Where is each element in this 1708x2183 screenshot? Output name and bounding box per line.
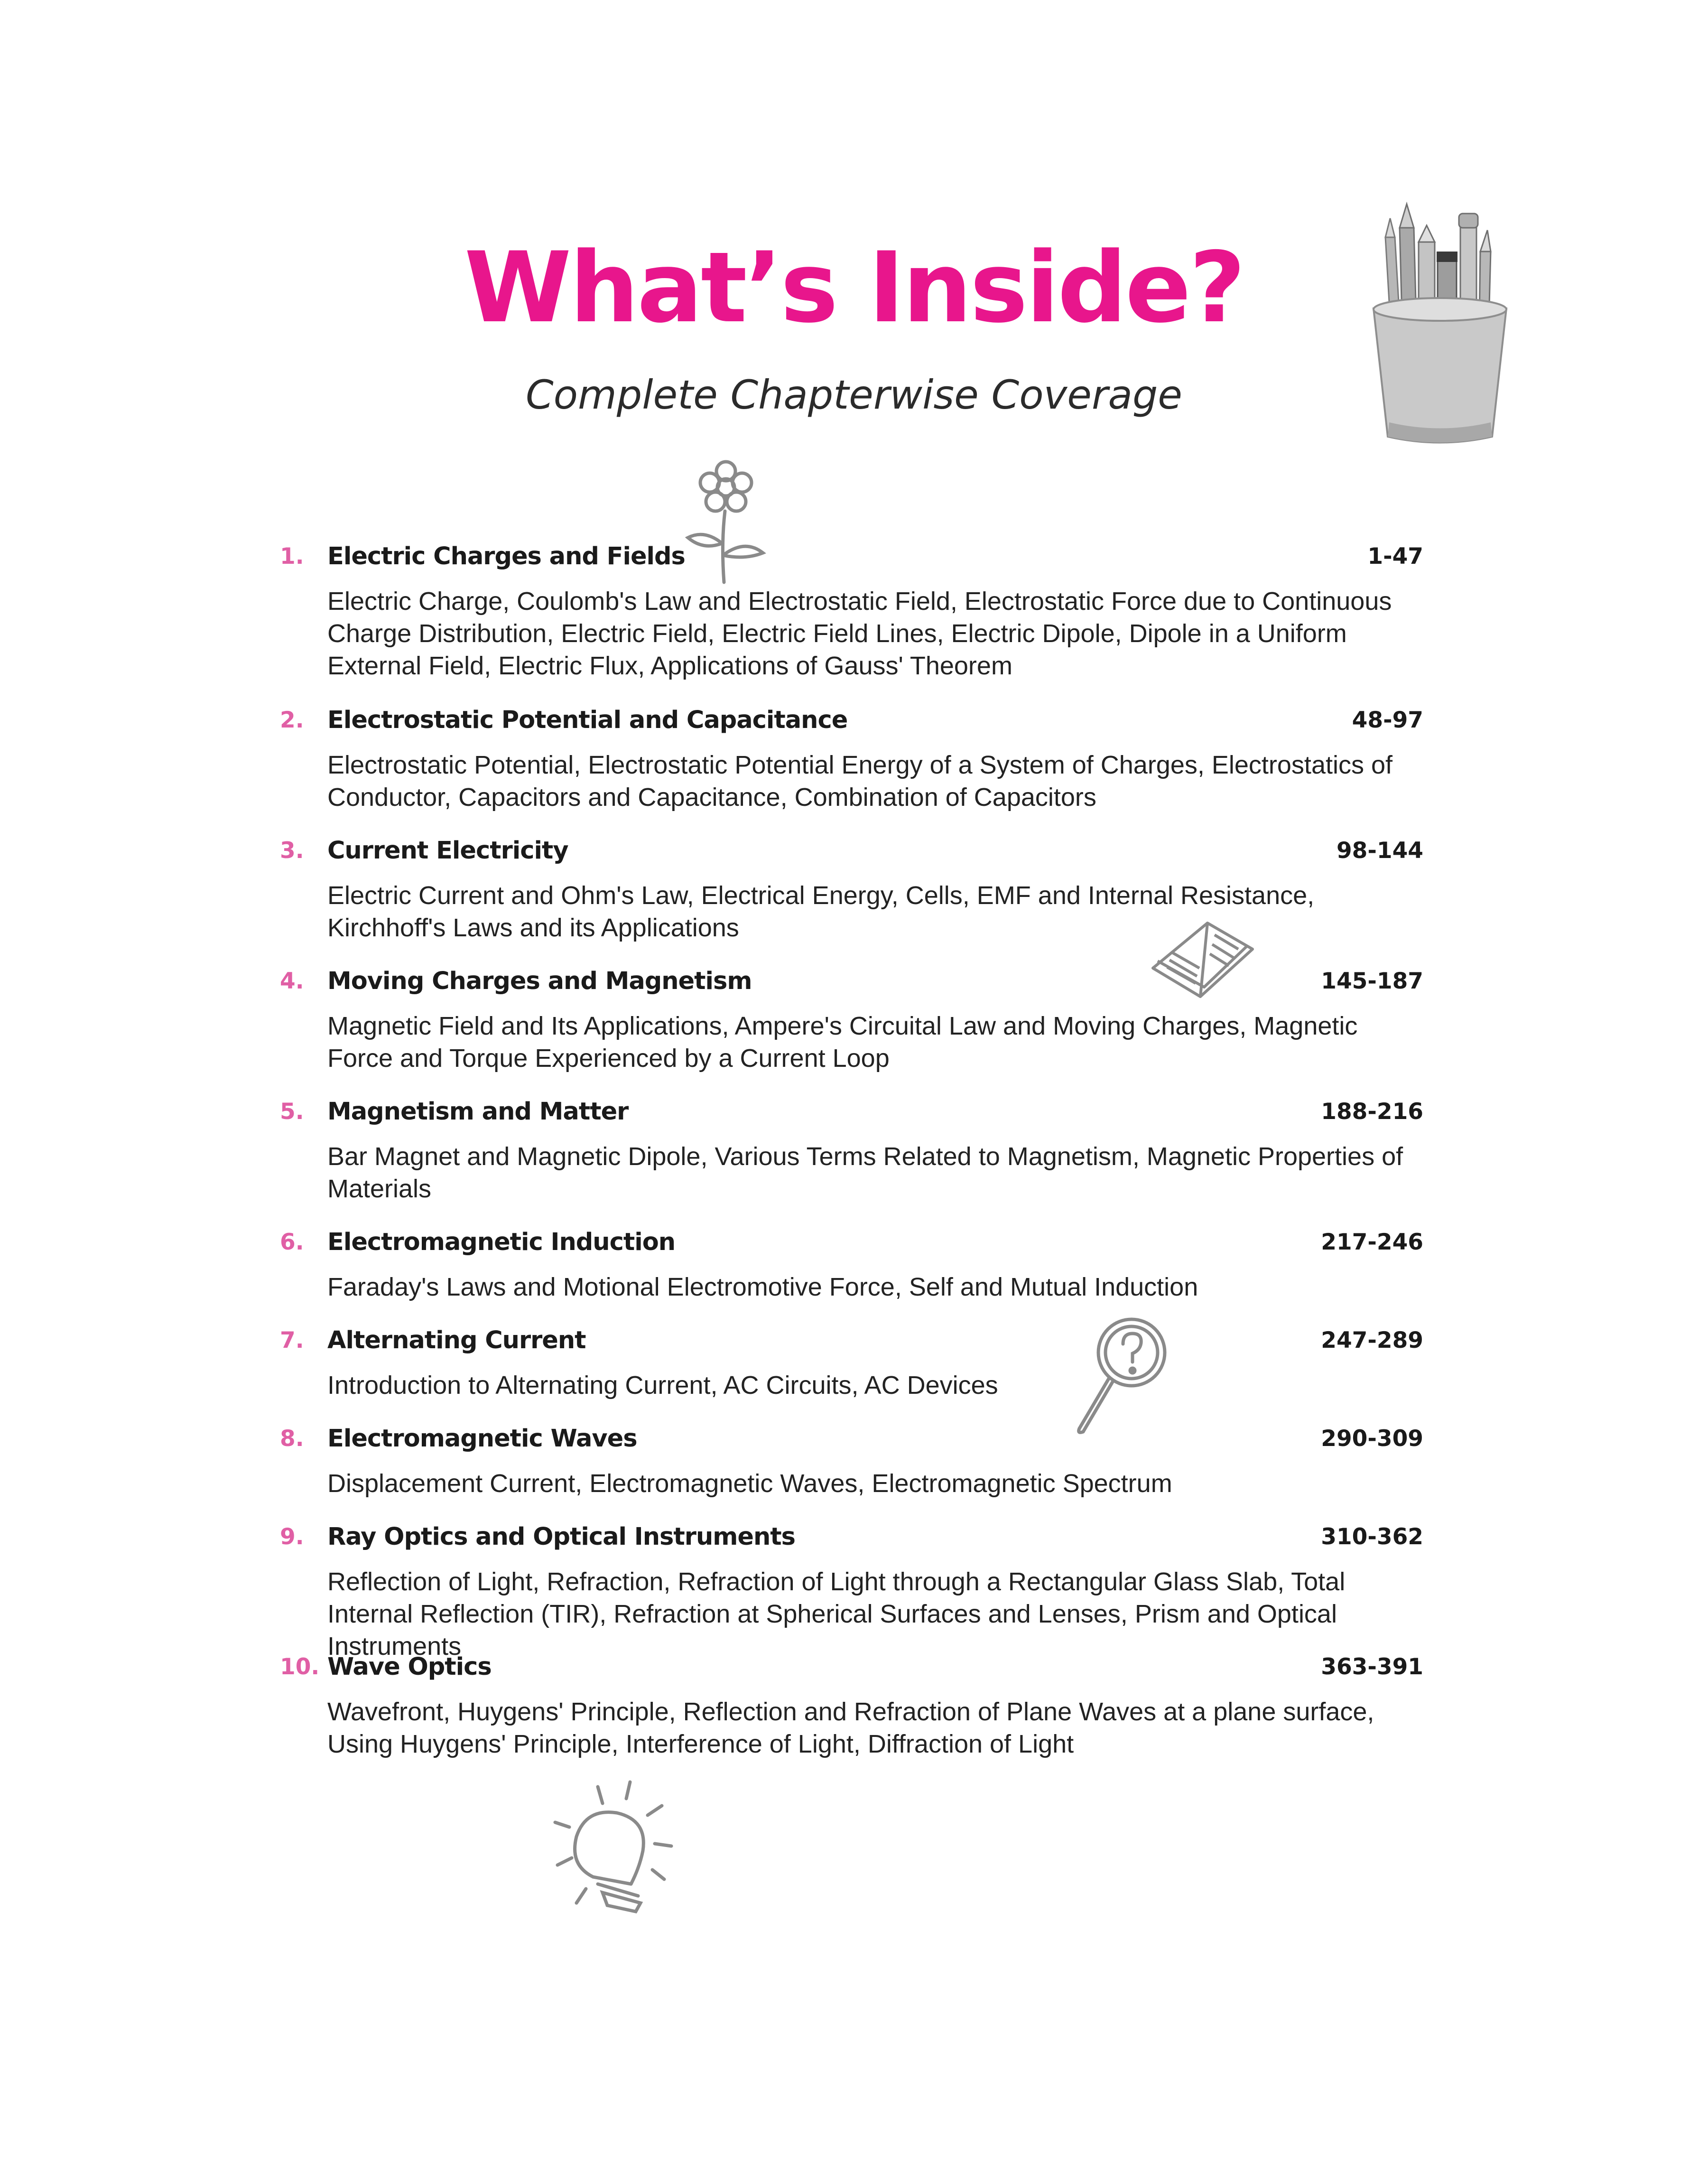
- chapter-page-range: 145-187: [1321, 968, 1423, 994]
- chapter-number: 2.: [280, 707, 304, 733]
- chapter-page-range: 1-47: [1367, 543, 1423, 569]
- chapter-topics: Faraday's Laws and Motional Electromotive Force, Self and Mutual Induction: [327, 1273, 1198, 1301]
- chapter-topics: Bar Magnet and Magnetic Dipole, Various Terms Related to Magnetism, Magnetic Properties of Materials: [327, 1142, 1403, 1203]
- chapter-number: 4.: [280, 968, 304, 994]
- chapter-number: 3.: [280, 838, 304, 864]
- chapter-page-range: 290-309: [1321, 1426, 1423, 1452]
- chapter-topics: Reflection of Light, Refraction, Refraction of Light through a Rectangular Glass Slab, Total Internal Reflection (TIR), Refraction at Spherical Surfaces and Lenses, Prism and Optical Instruments: [327, 1567, 1346, 1661]
- chapter-number: 8.: [280, 1426, 304, 1452]
- chapter-topics: Magnetic Field and Its Applications, Ampere's Circuital Law and Moving Charges, Magnetic Force and Torque Experienced by a Current Loop: [327, 1012, 1358, 1073]
- chapter-number: 1.: [280, 543, 304, 569]
- page-title: What’s Inside?: [464, 232, 1244, 345]
- chapter-number: 7.: [280, 1327, 304, 1353]
- chapter-title: Electromagnetic Induction: [327, 1228, 676, 1256]
- chapter-title: Alternating Current: [327, 1326, 586, 1354]
- chapter-title: Electromagnetic Waves: [327, 1425, 637, 1453]
- chapter-title: Current Electricity: [327, 837, 568, 865]
- chapter-topics: Electric Current and Ohm's Law, Electrical Energy, Cells, EMF and Internal Resistance, Kirchhoff's Laws and its Applications: [327, 881, 1315, 942]
- chapter-title: Magnetism and Matter: [327, 1098, 629, 1126]
- chapter-topics: Wavefront, Huygens' Principle, Reflection and Refraction of Plane Waves at a plane surface, Using Huygens' Principle, Interference of Light, Diffraction of Light: [327, 1698, 1374, 1758]
- chapter-page-range: 363-391: [1321, 1654, 1423, 1680]
- chapter-topics: Introduction to Alternating Current, AC Circuits, AC Devices: [327, 1371, 998, 1399]
- chapter-page-range: 188-216: [1321, 1099, 1423, 1125]
- chapter-title: Ray Optics and Optical Instruments: [327, 1523, 796, 1551]
- chapter-number: 5.: [280, 1099, 304, 1125]
- chapter-page-range: 98-144: [1336, 838, 1423, 864]
- chapter-page-range: 217-246: [1321, 1229, 1423, 1255]
- chapter-page-range: 310-362: [1321, 1524, 1423, 1550]
- chapter-number: 6.: [280, 1229, 304, 1255]
- chapter-topics: Displacement Current, Electromagnetic Waves, Electromagnetic Spectrum: [327, 1469, 1172, 1498]
- chapter-title: Wave Optics: [327, 1653, 492, 1681]
- chapter-page-range: 48-97: [1352, 707, 1423, 733]
- page-subtitle: Complete Chapterwise Coverage: [526, 372, 1182, 418]
- chapter-title: Electrostatic Potential and Capacitance: [327, 706, 848, 734]
- chapter-topics: Electric Charge, Coulomb's Law and Electrostatic Field, Electrostatic Force due to Continuous Charge Distribution, Electric Field, Electric Field Lines, Electric Dipole, Dipole in a Uniform External Field, Electric Flux, Applications of Gauss' Theorem: [327, 587, 1392, 680]
- chapter-number: 10.: [280, 1654, 320, 1680]
- chapter-number: 9.: [280, 1524, 304, 1550]
- chapter-page-range: 247-289: [1321, 1327, 1423, 1353]
- chapter-topics: Electrostatic Potential, Electrostatic Potential Energy of a System of Charges, Electrostatics of Conductor, Capacitors and Capacitance, Combination of Capacitors: [327, 751, 1393, 812]
- chapter-title: Electric Charges and Fields: [327, 542, 685, 570]
- chapter-title: Moving Charges and Magnetism: [327, 967, 752, 995]
